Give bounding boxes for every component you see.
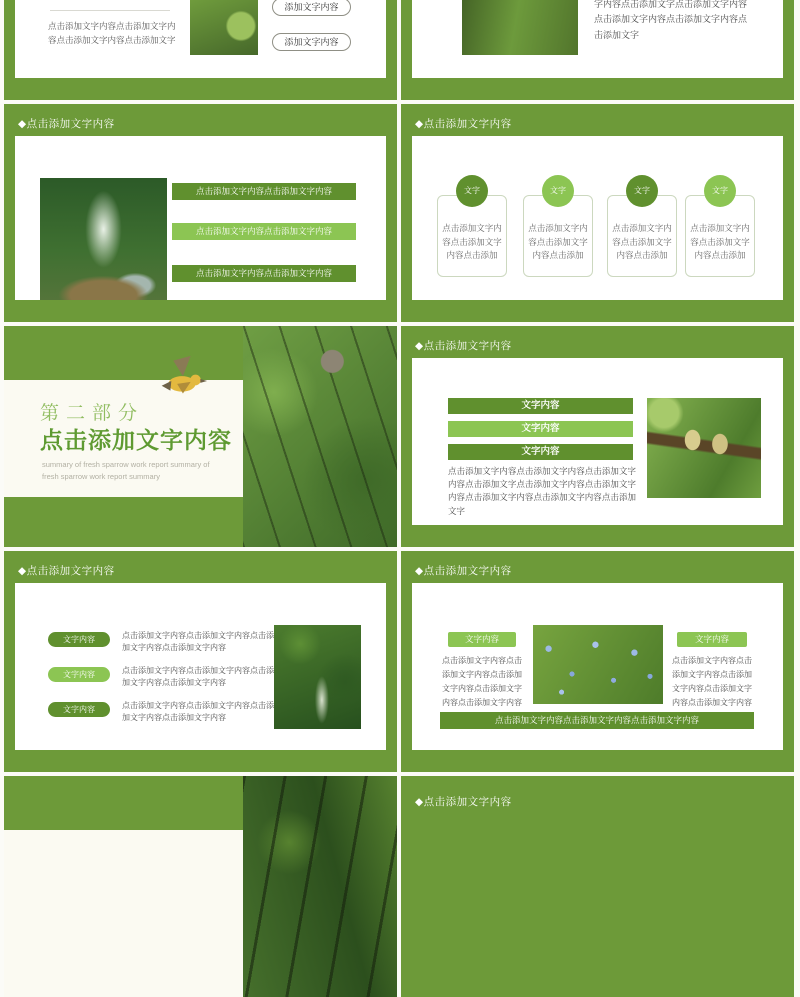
info-card	[523, 195, 593, 277]
side-text: 点击添加文字内容点击添加文字内容点击添加文字内容点击添加文字内容点击添加文字内容	[672, 656, 752, 707]
info-card	[437, 195, 507, 277]
add-text-button: 添加文字内容	[272, 0, 351, 16]
bird-photo	[190, 0, 258, 55]
label-tag: 文字内容	[448, 632, 516, 647]
slide-title: ◆点击添加文字内容	[415, 796, 512, 808]
circle-badge: 文字	[626, 175, 658, 207]
slide-thumbnail-r2c1[interactable]	[4, 104, 397, 322]
info-card	[607, 195, 677, 277]
slide-title: ◆点击添加文字内容	[18, 118, 115, 130]
flying-bird-icon	[152, 354, 210, 406]
card-text: 点击添加文字内容点击添加文字内容点击添加	[442, 223, 502, 261]
slide-thumbnail-r3c1[interactable]	[4, 326, 397, 547]
divider-line	[50, 10, 170, 11]
text-bar: 点击添加文字内容点击添加文字内容	[172, 183, 356, 200]
slide-title: ◆点击添加文字内容	[415, 565, 512, 577]
label-pill: 文字内容	[48, 667, 110, 682]
card-text: 点击添加文字内容点击添加文字内容点击添加	[612, 223, 672, 261]
label-tag: 文字内容	[677, 632, 747, 647]
bird-photo	[462, 0, 578, 55]
card-text: 点击添加文字内容点击添加文字内容点击添加	[528, 223, 588, 261]
circle-badge: 文字	[456, 175, 488, 207]
label-pill: 文字内容	[48, 632, 110, 647]
label-bar: 文字内容	[448, 444, 633, 460]
top-green-band	[4, 776, 243, 830]
circle-badge: 文字	[704, 175, 736, 207]
slide-thumbnail-r5c2[interactable]	[401, 776, 794, 997]
slide-thumbnail-r1c1[interactable]	[4, 0, 397, 100]
label-pill: 文字内容	[48, 702, 110, 717]
slide-thumbnail-r2c2[interactable]	[401, 104, 794, 322]
flowers-photo	[533, 625, 663, 704]
body-text: 字内容点击添加文字点击添加文字内容点击添加文字内容点击添加文字内容点击添加文字	[594, 0, 748, 40]
section-subtitle: summary of fresh sparrow work report summary of fresh sparrow work report summary	[42, 460, 210, 482]
two-birds-photo	[647, 398, 761, 498]
info-card	[685, 195, 755, 277]
item-text: 点击添加文字内容点击添加文字内容点击添加文字内容点击添加文字内容	[122, 631, 274, 652]
section-number: 第二部分	[40, 403, 145, 424]
card-text: 点击添加文字内容点击添加文字内容点击添加	[690, 223, 750, 261]
label-bar: 文字内容	[448, 398, 633, 414]
section-title: 点击添加文字内容	[40, 427, 232, 453]
text-bar: 点击添加文字内容点击添加文字内容	[172, 223, 356, 240]
side-text: 点击添加文字内容点击添加文字内容点击添加文字内容点击添加文字内容点击添加文字内容	[442, 656, 522, 707]
branches-photo	[243, 776, 397, 997]
slide-thumbnail-r5c1[interactable]	[4, 776, 397, 997]
body-text: 点击添加文字内容点击添加文字内容点击添加文字内容点击添加文字	[48, 21, 176, 45]
slide-thumbnail-r4c1[interactable]	[4, 551, 397, 772]
forest-photo	[274, 625, 361, 729]
slide-title: ◆点击添加文字内容	[415, 340, 512, 352]
slide-thumbnail-r4c2[interactable]	[401, 551, 794, 772]
slide-thumbnail-r1c2[interactable]	[401, 0, 794, 100]
slide-title: ◆点击添加文字内容	[415, 118, 512, 130]
body-text: 点击添加文字内容点击添加文字内容点击添加文字内容点击添加文字点击添加文字内容点击添加文字内容点击添加文字内容点击添加文字内容点击添加文字	[448, 466, 636, 516]
slide-title: ◆点击添加文字内容	[18, 565, 115, 577]
bottom-green-band	[4, 497, 243, 547]
slide-thumbnail-r3c2[interactable]	[401, 326, 794, 547]
label-bar: 文字内容	[448, 421, 633, 437]
item-text: 点击添加文字内容点击添加文字内容点击添加文字内容点击添加文字内容	[122, 701, 274, 722]
waterfall-photo	[40, 178, 167, 300]
add-text-button: 添加文字内容	[272, 33, 351, 51]
item-text: 点击添加文字内容点击添加文字内容点击添加文字内容点击添加文字内容	[122, 666, 274, 687]
divider-bird-photo	[243, 326, 397, 547]
bottom-text-bar: 点击添加文字内容点击添加文字内容点击添加文字内容	[440, 712, 754, 729]
circle-badge: 文字	[542, 175, 574, 207]
text-bar: 点击添加文字内容点击添加文字内容	[172, 265, 356, 282]
